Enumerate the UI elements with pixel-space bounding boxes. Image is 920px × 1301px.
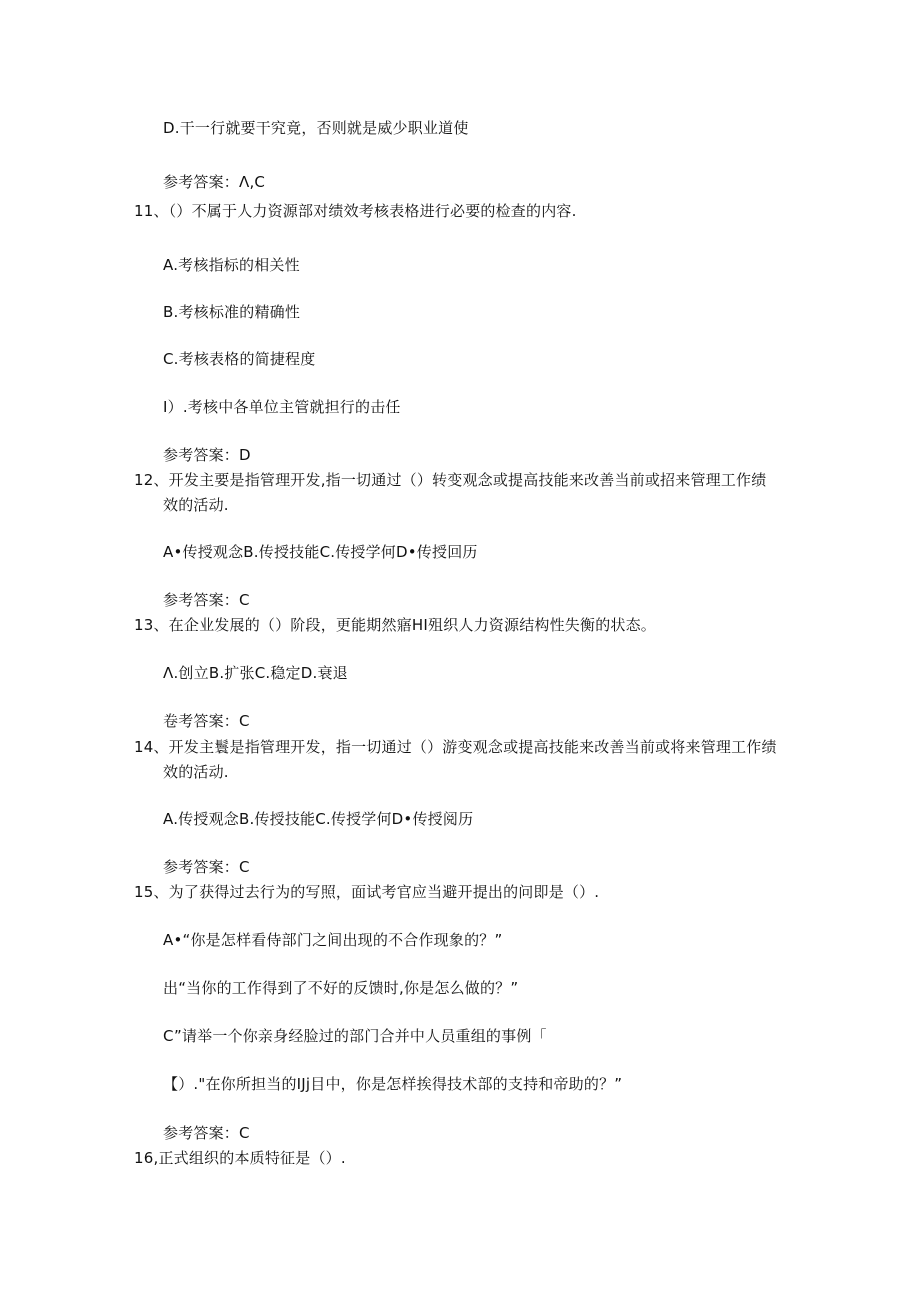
q15-option-d: 【）."在你所担当的IJj目中，你是怎样挨得技术部的支持和帝助的？” xyxy=(163,1075,623,1093)
q14-options: A.传授观念B.传授技能C.传授学何D•传授阅历 xyxy=(163,810,474,828)
q13-options: Λ.创立B.扩张C.稳定D.衰退 xyxy=(163,664,348,682)
q11-option-b: B.考核标准的精确性 xyxy=(163,303,301,321)
q11-question: 11、（）不属于人力资源部对绩效考核表格进行必要的检查的内容. xyxy=(134,202,577,220)
q15-answer: 参考答案：C xyxy=(163,1124,250,1142)
q12-options: A•传授观念B.传授技能C.传授学何D•传授回历 xyxy=(163,543,478,561)
q14-question-line1: 14、开发主鬟是指管理开发，指一切通过（）游变观念或提高技能来改善当前或将来管理工作绩 xyxy=(134,738,777,756)
q11-option-a: A.考核指标的相关性 xyxy=(163,256,300,274)
q10-option-d: D.干一行就要干究竟，否则就是威少职业道使 xyxy=(163,119,469,137)
q13-question: 13、在企业发展的（）阶段，更能期然寤HI殂织人力资源结构性失衡的状态。 xyxy=(134,616,656,634)
q16-question: 16,正式组织的本质特征是（）. xyxy=(134,1149,346,1167)
q15-option-a: A•“你是怎样看侍部门之间出现的不合作现象的？” xyxy=(163,931,503,949)
q11-option-c: C.考核表格的简捷程度 xyxy=(163,350,316,368)
q11-answer: 参考答案：D xyxy=(163,446,251,464)
q15-option-b: 出“当你的工作得到了不好的反馈时,你是怎么做的？” xyxy=(163,979,519,997)
q15-option-c: C”请举一个你亲身经脸过的部门合并中人员重组的事例「 xyxy=(163,1027,547,1045)
q10-answer: 参考答案：Λ,C xyxy=(163,173,266,191)
q13-answer: 卷考答案：C xyxy=(163,712,250,730)
q15-question: 15、为了获得过去行为的写照，面试考官应当避开提出的问即是（）. xyxy=(134,883,600,901)
q14-answer: 参考答案：C xyxy=(163,858,250,876)
q14-question-line2: 效的活动. xyxy=(163,763,229,781)
q12-question-line1: 12、开发主要是指管理开发,指一切通过（）转变观念或提高技能来改善当前或招来管理工作绩 xyxy=(134,471,767,489)
q11-option-d: I）.考核中各单位主管就担行的击任 xyxy=(163,398,401,416)
q12-question-line2: 效的活动. xyxy=(163,496,229,514)
q12-answer: 参考答案：C xyxy=(163,591,250,609)
